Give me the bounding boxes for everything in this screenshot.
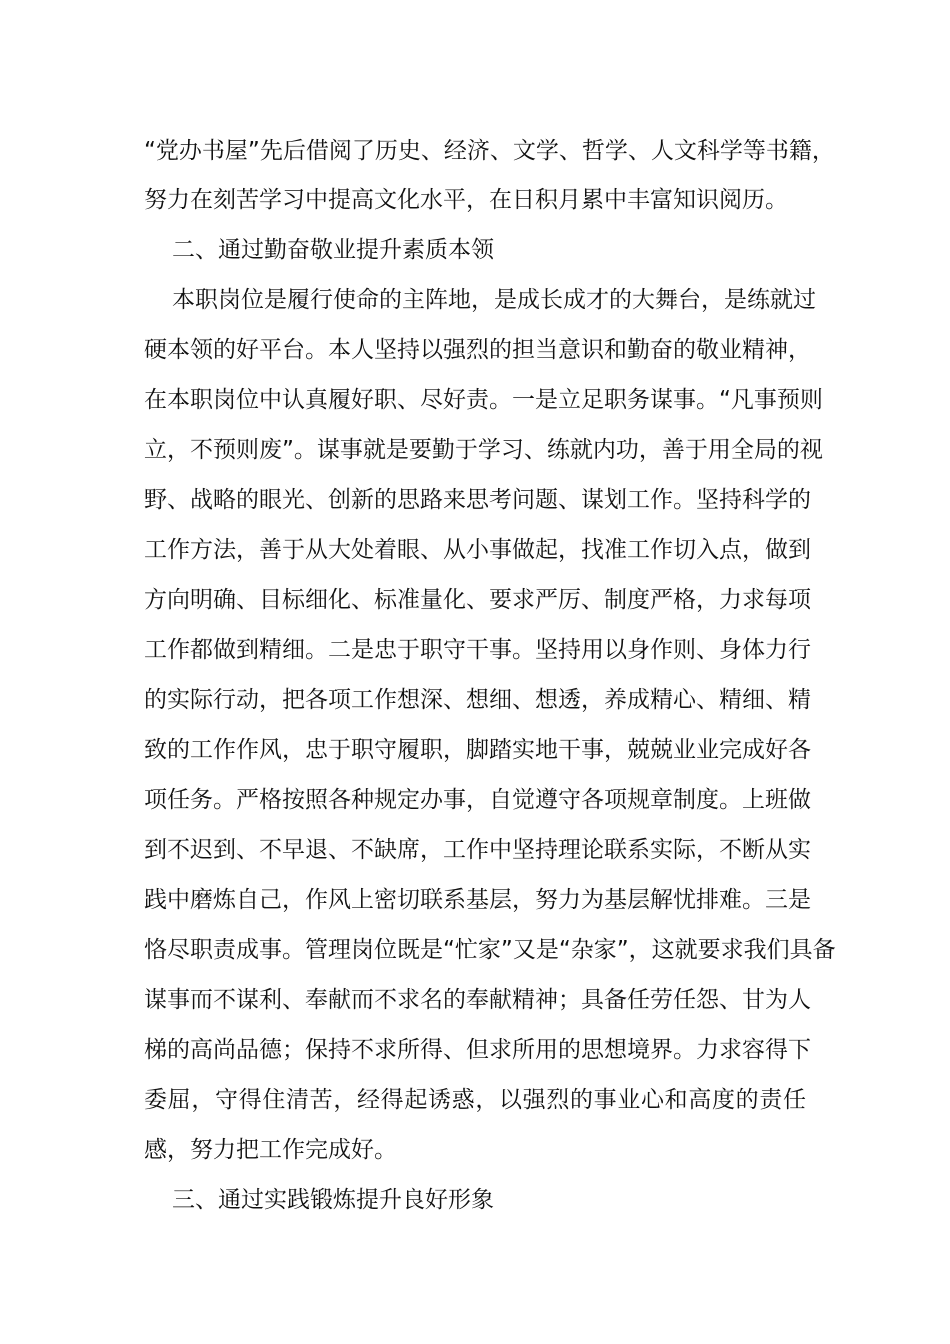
text-line-18: 谋事而不谋利、奉献而不求名的奉献精神；具备任劳任怨、甘为人 [144,987,811,1013]
text-line-12: 的实际行动，把各项工作想深、想细、想透，养成精心、精细、精 [144,687,811,713]
text-line-10: 方向明确、目标细化、标准量化、要求严厉、制度严格，力求每项 [144,587,811,613]
section-heading-2: 二、通过勤奋敬业提升素质本领 [172,237,494,263]
text-line-4: 本职岗位是履行使命的主阵地，是成长成才的大舞台，是练就过 [172,287,816,313]
text-line-13: 致的工作作风，忠于职守履职，脚踏实地干事，兢兢业业完成好各 [144,737,811,763]
text-line-15: 到不迟到、不早退、不缺席，工作中坚持理论联系实际，不断从实 [144,837,811,863]
text-line-11: 工作都做到精细。二是忠于职守干事。坚持用以身作则、身体力行 [144,637,811,663]
text-line-20: 委屈，守得住清苦，经得起诱惑，以强烈的事业心和高度的责任 [144,1087,806,1113]
text-line-7: 立，不预则废”。谋事就是要勤于学习、练就内功，善于用全局的视 [144,437,823,463]
text-line-21: 感，努力把工作完成好。 [144,1137,397,1163]
text-line-14: 项任务。严格按照各种规定办事，自觉遵守各项规章制度。上班做 [144,787,811,813]
text-line-17: 恪尽职责成事。管理岗位既是“忙家”又是“杂家”，这就要求我们具备 [144,937,836,963]
text-line-6: 在本职岗位中认真履好职、尽好责。一是立足职务谋事。“凡事预则 [144,387,823,413]
section-heading-3: 三、通过实践锻炼提升良好形象 [172,1187,494,1213]
text-line-9: 工作方法，善于从大处着眼、从小事做起，找准工作切入点，做到 [144,537,811,563]
text-line-16: 践中磨炼自己，作风上密切联系基层，努力为基层解忧排难。三是 [144,887,811,913]
text-line-8: 野、战略的眼光、创新的思路来思考问题、谋划工作。坚持科学的 [144,487,811,513]
text-line-19: 梯的高尚品德；保持不求所得、但求所用的思想境界。力求容得下 [144,1037,811,1063]
text-line-5: 硬本领的好平台。本人坚持以强烈的担当意识和勤奋的敬业精神， [144,337,811,363]
text-line-2: 努力在刻苦学习中提高文化水平，在日积月累中丰富知识阅历。 [144,187,788,213]
text-line-1: “党办书屋”先后借阅了历史、经济、文学、哲学、人文科学等书籍， [144,138,835,164]
